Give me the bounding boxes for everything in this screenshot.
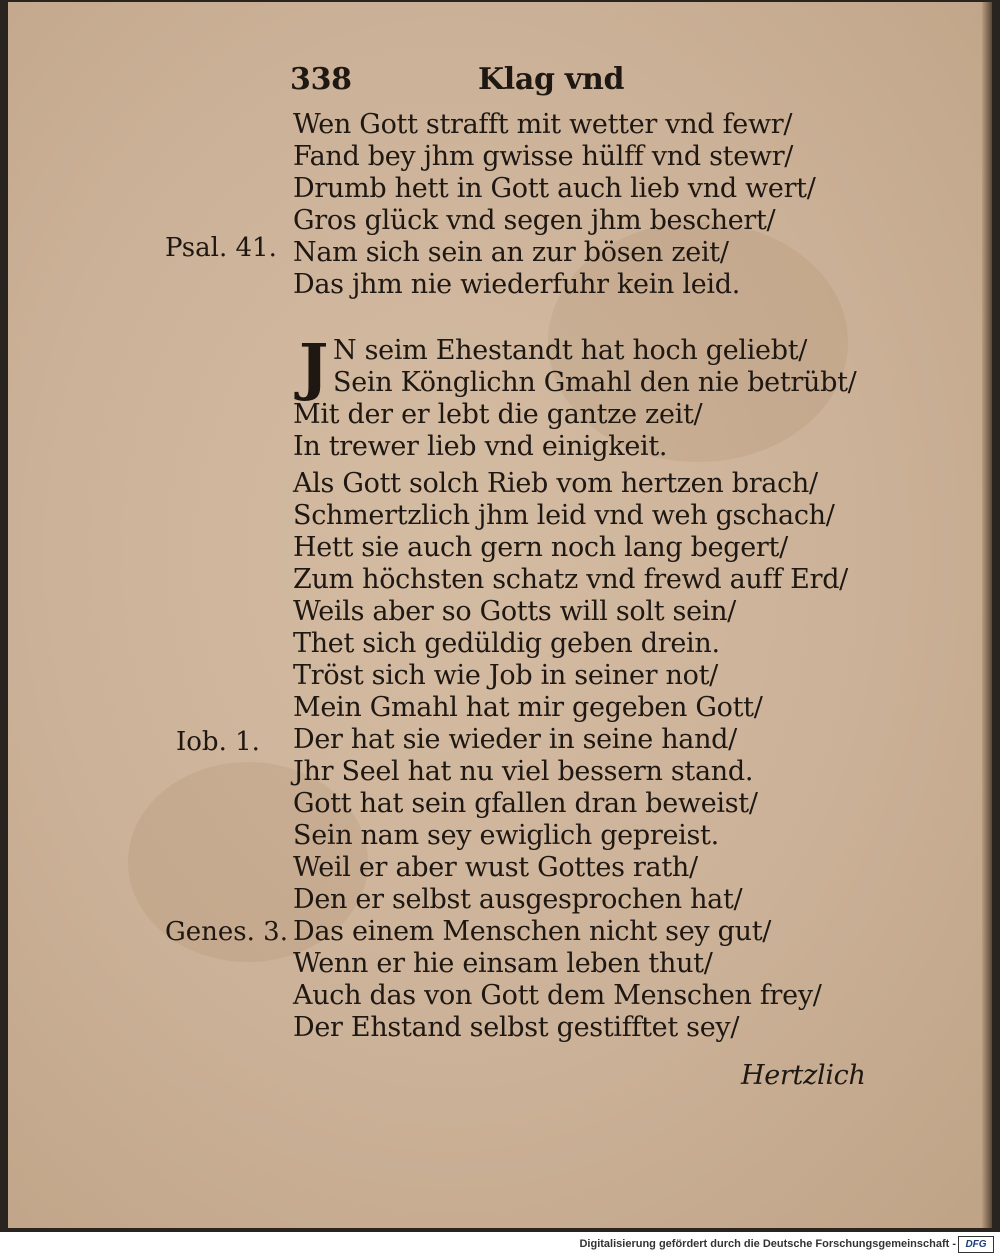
verse-line: N seim Ehestandt hat hoch geliebt/ <box>333 335 808 366</box>
verse-line: Der hat sie wieder in seine hand/ <box>293 724 737 755</box>
verse-line: Mit der er lebt die gantze zeit/ <box>293 399 703 430</box>
verse-line: Das einem Menschen nicht sey gut/ <box>293 916 772 947</box>
running-head: Klag vnd <box>478 62 625 97</box>
verse-line: Fand bey jhm gwisse hülff vnd stewr/ <box>293 141 794 172</box>
verse-line: Sein Könglichn Gmahl den nie betrübt/ <box>333 367 857 398</box>
verse-line: Das jhm nie wiederfuhr kein leid. <box>293 269 741 300</box>
margin-note-psalm: Psal. 41. <box>165 233 277 263</box>
verse-line: Hett sie auch gern noch lang begert/ <box>293 532 788 563</box>
verse-line: Jhr Seel hat nu viel bessern stand. <box>293 756 754 787</box>
margin-note-genesis: Genes. 3. <box>165 917 288 947</box>
funding-credit: Digitalisierung gefördert durch die Deutsche Forschungsgemeinschaft - <box>579 1238 956 1250</box>
catchword: Hertzlich <box>741 1060 866 1091</box>
verse-line: Wenn er hie einsam leben thut/ <box>293 948 713 979</box>
verse-line: Tröst sich wie Job in seiner not/ <box>293 660 718 691</box>
verse-line: Gott hat sein gfallen dran beweist/ <box>293 788 758 819</box>
verse-line: Nam sich sein an zur bösen zeit/ <box>293 237 729 268</box>
verse-line: Zum höchsten schatz vnd frewd auff Erd/ <box>293 564 848 595</box>
drop-cap-initial: J <box>299 330 329 403</box>
verse-line: Drumb hett in Gott auch lieb vnd wert/ <box>293 173 816 204</box>
page-edge <box>982 2 992 1228</box>
verse-line: Schmertzlich jhm leid vnd weh gschach/ <box>293 500 835 531</box>
verse-line: Sein nam sey ewiglich gepreist. <box>293 820 719 851</box>
verse-line: Als Gott solch Rieb vom hertzen brach/ <box>293 468 818 499</box>
book-page <box>8 2 992 1228</box>
page-number: 338 <box>290 62 352 97</box>
verse-line: Weils aber so Gotts will solt sein/ <box>293 596 736 627</box>
dfg-logo-icon: DFG <box>958 1236 994 1253</box>
margin-note-iob: Iob. 1. <box>176 727 260 757</box>
verse-line: Der Ehstand selbst gestifftet sey/ <box>293 1012 740 1043</box>
verse-line: Mein Gmahl hat mir gegeben Gott/ <box>293 692 763 723</box>
verse-line: Gros glück vnd segen jhm beschert/ <box>293 205 776 236</box>
verse-line: Wen Gott strafft mit wetter vnd fewr/ <box>293 109 793 140</box>
verse-line: Weil er aber wust Gottes rath/ <box>293 852 698 883</box>
verse-line: Thet sich gedüldig geben drein. <box>293 628 720 659</box>
verse-line: Auch das von Gott dem Menschen frey/ <box>293 980 822 1011</box>
verse-line: Den er selbst ausgesprochen hat/ <box>293 884 743 915</box>
verse-line: In trewer lieb vnd einigkeit. <box>293 431 668 462</box>
